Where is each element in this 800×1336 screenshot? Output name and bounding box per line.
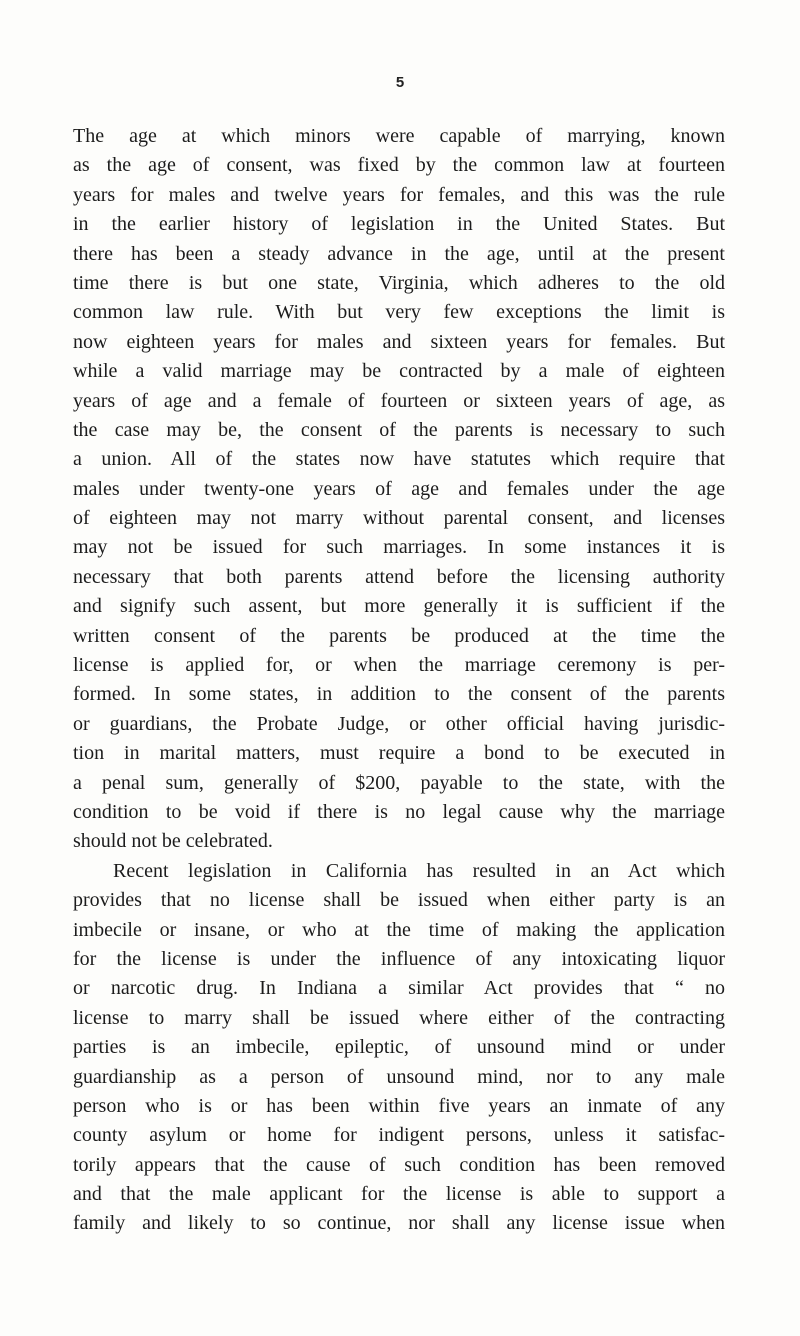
text-line: parties is an imbecile, epileptic, of unsound mind or under bbox=[73, 1036, 725, 1059]
text-line: or narcotic drug. In Indiana a similar Act provides that “ no bbox=[73, 977, 725, 1000]
text-line: imbecile or insane, or who at the time of making the application bbox=[73, 918, 725, 941]
text-line: for the license is under the influence of any intoxicating liquor bbox=[73, 947, 725, 970]
text-line: county asylum or home for indigent persons, unless it satisfac- bbox=[73, 1124, 725, 1147]
page-number: 5 bbox=[395, 74, 405, 91]
text-line: may not be issued for such marriages. In some instances it is bbox=[73, 536, 725, 559]
text-line: formed. In some states, in addition to the consent of the parents bbox=[73, 683, 725, 706]
text-line: license is applied for, or when the marriage ceremony is per- bbox=[73, 654, 725, 677]
text-line: The age at which minors were capable of marrying, known bbox=[73, 125, 725, 147]
text-line: there has been a steady advance in the age, until at the present bbox=[73, 242, 725, 265]
text-line: as the age of consent, was fixed by the common law at fourteen bbox=[73, 154, 725, 177]
text-line: and that the male applicant for the license is able to support a bbox=[73, 1183, 725, 1206]
text-line: a union. All of the states now have statutes which require that bbox=[73, 448, 725, 471]
text-line: torily appears that the cause of such condition has been removed bbox=[73, 1153, 725, 1176]
text-line: or guardians, the Probate Judge, or other official having jurisdic- bbox=[73, 712, 725, 735]
text-line: of eighteen may not marry without parental consent, and licenses bbox=[73, 507, 725, 530]
text-line: years for males and twelve years for females, and this was the rule bbox=[73, 183, 725, 206]
text-line: now eighteen years for males and sixteen years for females. But bbox=[73, 330, 725, 353]
text-line: Recent legislation in California has resulted in an Act which bbox=[113, 859, 725, 882]
text-line: time there is but one state, Virginia, which adheres to the old bbox=[73, 271, 725, 294]
body-text bbox=[73, 122, 725, 1239]
text-line: guardianship as a person of unsound mind, nor to any male bbox=[73, 1065, 725, 1088]
text-line: and signify such assent, but more generally it is sufficient if the bbox=[73, 595, 725, 618]
text-line: in the earlier history of legislation in the United States. But bbox=[73, 213, 725, 236]
text-line: years of age and a female of fourteen or sixteen years of age, as bbox=[73, 389, 725, 412]
text-line: license to marry shall be issued where either of the contracting bbox=[73, 1006, 725, 1029]
text-line: necessary that both parents attend before the licensing authority bbox=[73, 565, 725, 588]
text-line: condition to be void if there is no legal cause why the marriage bbox=[73, 800, 725, 823]
text-line: family and likely to so continue, nor shall any license issue when bbox=[73, 1212, 725, 1235]
text-line: males under twenty-one years of age and females under the age bbox=[73, 477, 725, 500]
text-line: should not be celebrated. bbox=[73, 830, 273, 853]
text-line: tion in marital matters, must require a bond to be executed in bbox=[73, 742, 725, 765]
text-line: person who is or has been within five years an inmate of any bbox=[73, 1094, 725, 1117]
text-line: while a valid marriage may be contracted by a male of eighteen bbox=[73, 360, 725, 383]
text-line: common law rule. With but very few exceptions the limit is bbox=[73, 301, 725, 324]
text-line: provides that no license shall be issued when either party is an bbox=[73, 889, 725, 912]
text-line: a penal sum, generally of $200, payable to the state, with the bbox=[73, 771, 725, 794]
text-line: written consent of the parents be produced at the time the bbox=[73, 624, 725, 647]
text-line: the case may be, the consent of the parents is necessary to such bbox=[73, 418, 725, 441]
